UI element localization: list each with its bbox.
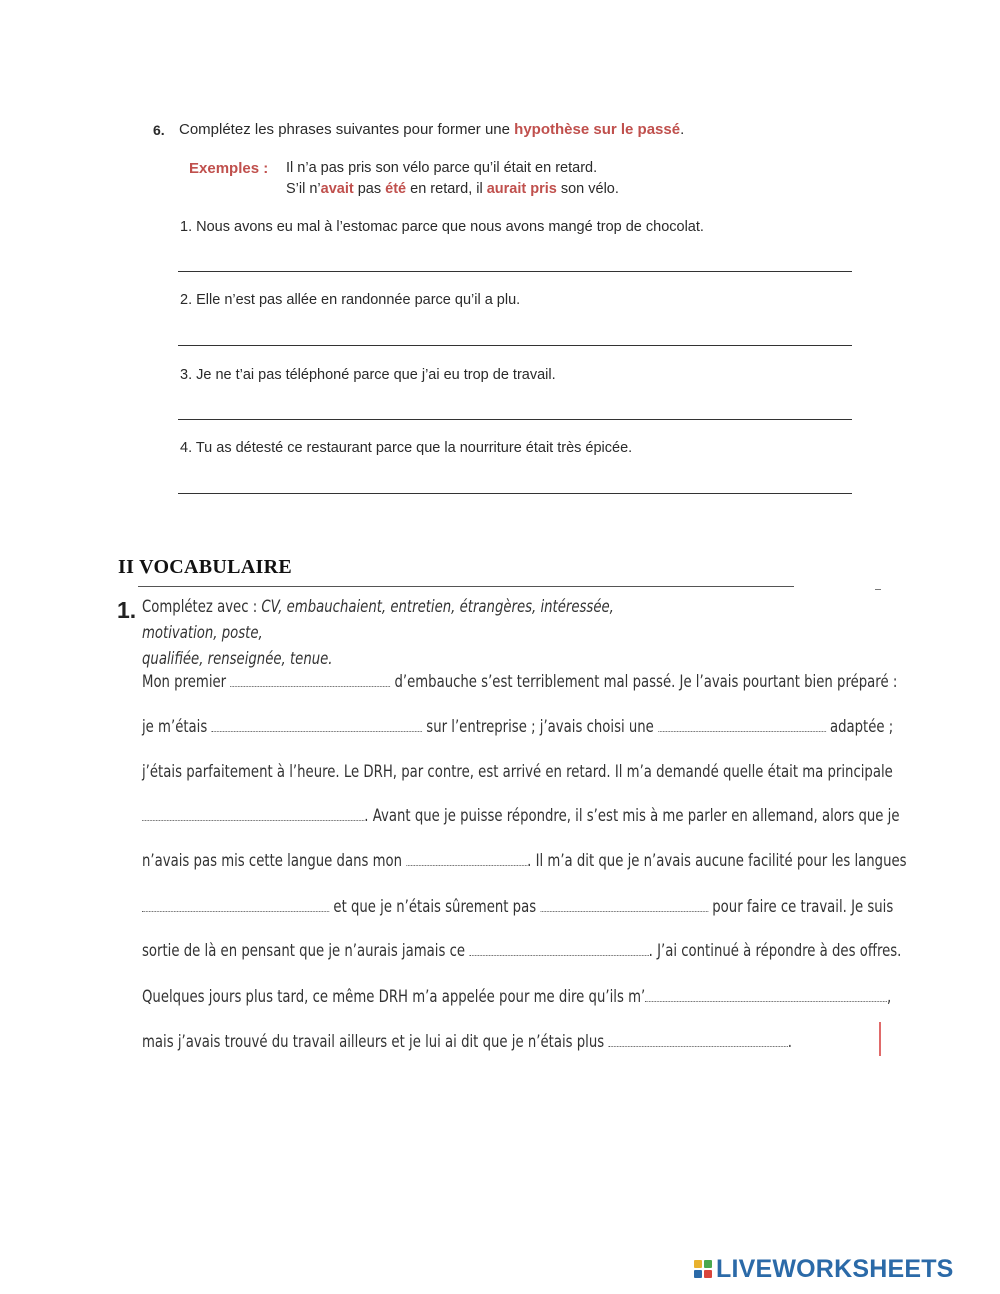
answer-line-3[interactable]	[178, 419, 852, 420]
logo-square-2	[704, 1260, 712, 1268]
text-line-4: . Avant que je puisse répondre, il s’est mis à me parler en allemand, alors que je	[142, 806, 871, 826]
section-divider	[138, 586, 794, 587]
exercise-item-3: 3. Je ne t’ai pas téléphoné parce que j’ai eu trop de travail.	[180, 367, 556, 383]
logo-square-1	[694, 1260, 702, 1268]
exercise-item-2: 2. Elle n’est pas allée en randonnée parce qu’il a plu.	[180, 292, 521, 308]
vocab-exercise-number: 1.	[117, 597, 137, 623]
text-line-6: et que je n’étais sûrement pas pour faire ce travail. Je suis	[142, 897, 871, 917]
blank-7[interactable]	[540, 907, 708, 912]
vocab-instruction: Complétez avec : CV, embauchaient, entretien, étrangères, intéressée, motivation, poste, qualifiée, renseignée, tenue.	[142, 597, 614, 669]
text-line-5: n’avais pas mis cette langue dans mon . Il m’a dit que je n’avais aucune facilité pour les langues	[142, 851, 907, 871]
corner-mark	[875, 589, 881, 590]
liveworksheets-logo	[694, 1254, 954, 1284]
examples-label: Exemples :	[189, 160, 269, 177]
exercise-item-1: 1. Nous avons eu mal à l’estomac parce que nous avons mangé trop de chocolat.	[180, 219, 704, 235]
exercise-number: 6.	[153, 122, 165, 138]
blank-2[interactable]	[211, 727, 422, 732]
blank-10[interactable]	[608, 1042, 787, 1047]
text-line-8: Quelques jours plus tard, ce même DRH m’a appelée pour me dire qu’ils m’ ,	[142, 987, 892, 1007]
text-line-9: mais j’avais trouvé du travail ailleurs et je lui ai dit que je n’étais plus .	[142, 1032, 792, 1052]
example-sentence-2: S’il n’avait pas été en retard, il aurait pris son vélo.	[286, 181, 619, 197]
blank-8[interactable]	[469, 951, 648, 956]
blank-3[interactable]	[658, 727, 826, 732]
answer-line-1[interactable]	[178, 271, 852, 272]
text-line-1: Mon premier d’embauche s’est terriblement mal passé. Je l’avais pourtant bien préparé :	[142, 672, 898, 692]
logo-square-3	[694, 1270, 702, 1278]
blank-6[interactable]	[142, 907, 329, 912]
answer-line-2[interactable]	[178, 345, 852, 346]
answer-line-4[interactable]	[178, 493, 852, 494]
blank-1[interactable]	[230, 682, 390, 687]
blank-9[interactable]	[645, 997, 887, 1002]
exercise-item-4: 4. Tu as détesté ce restaurant parce que la nourriture était très épicée.	[180, 440, 633, 456]
blank-4[interactable]	[142, 816, 364, 821]
logo-grid-icon	[694, 1260, 712, 1278]
text-line-2: je m’étais sur l’entreprise ; j’avais choisi une adaptée ;	[142, 717, 894, 737]
word-list: CV, embauchaient, entretien, étrangères, intéressée, motivation, poste,	[142, 597, 614, 643]
word-list-continued: qualifiée, renseignée, tenue.	[142, 649, 333, 669]
blank-5[interactable]	[406, 861, 527, 866]
exercise-instruction: Complétez les phrases suivantes pour former une hypothèse sur le passé.	[179, 121, 685, 138]
red-margin-mark	[879, 1022, 881, 1056]
logo-square-4	[704, 1270, 712, 1278]
logo-text: LIVEWORKSHEETS	[716, 1254, 954, 1283]
section-title: II VOCABULAIRE	[118, 556, 293, 578]
text-line-3: j’étais parfaitement à l’heure. Le DRH, par contre, est arrivé en retard. Il m’a demandé quelle était ma principale	[142, 762, 893, 782]
text-line-7: sortie de là en pensant que je n’aurais jamais ce . J’ai continué à répondre à des offres.	[142, 941, 902, 961]
example-sentence-1: Il n’a pas pris son vélo parce qu’il était en retard.	[286, 160, 598, 176]
